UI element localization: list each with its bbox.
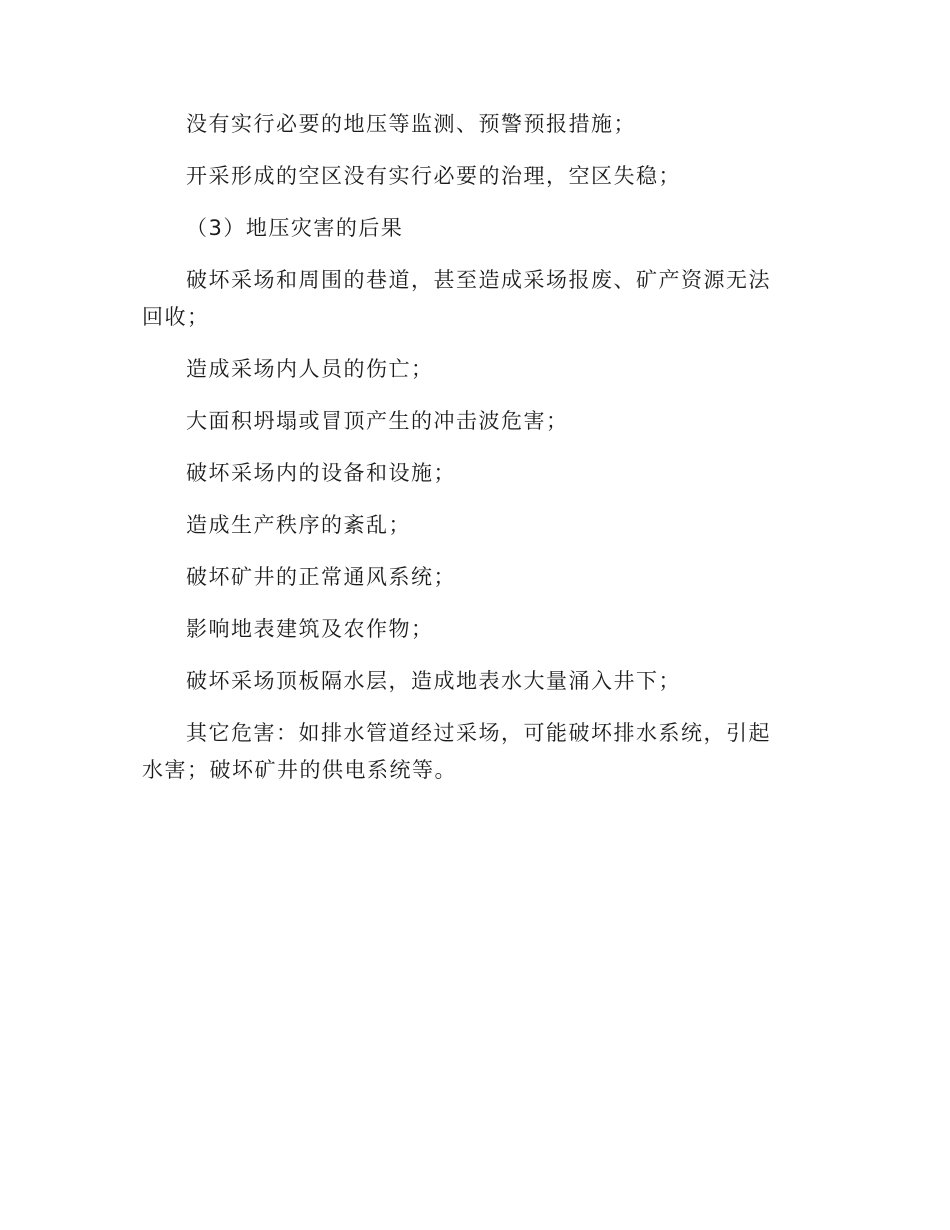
section-heading-consequences: （3）地压灾害的后果	[186, 216, 404, 240]
paragraph-casualties: 造成采场内人员的伤亡；	[186, 357, 434, 381]
paragraph-water-inrush: 破坏采场顶板隔水层，造成地表水大量涌入井下；	[186, 669, 681, 693]
paragraph-production-disorder: 造成生产秩序的紊乱；	[186, 513, 411, 537]
paragraph-other-hazards: 其它危害：如排水管道经过采场，可能破坏排水系统，引起水害；破坏矿井的供电系统等。	[142, 721, 771, 782]
paragraph-stope-damage: 破坏采场和周围的巷道，甚至造成采场报废、矿产资源无法回收；	[142, 268, 771, 329]
document-body	[142, 106, 782, 804]
paragraph-shock-wave: 大面积坍塌或冒顶产生的冲击波危害；	[186, 409, 569, 433]
paragraph-monitoring: 没有实行必要的地压等监测、预警预报措施；	[186, 112, 636, 136]
paragraph-surface-impact: 影响地表建筑及农作物；	[186, 617, 434, 641]
paragraph-equipment-damage: 破坏采场内的设备和设施；	[186, 461, 456, 485]
paragraph-goaf-instability: 开采形成的空区没有实行必要的治理，空区失稳；	[186, 164, 681, 188]
paragraph-ventilation: 破坏矿井的正常通风系统；	[186, 565, 456, 589]
